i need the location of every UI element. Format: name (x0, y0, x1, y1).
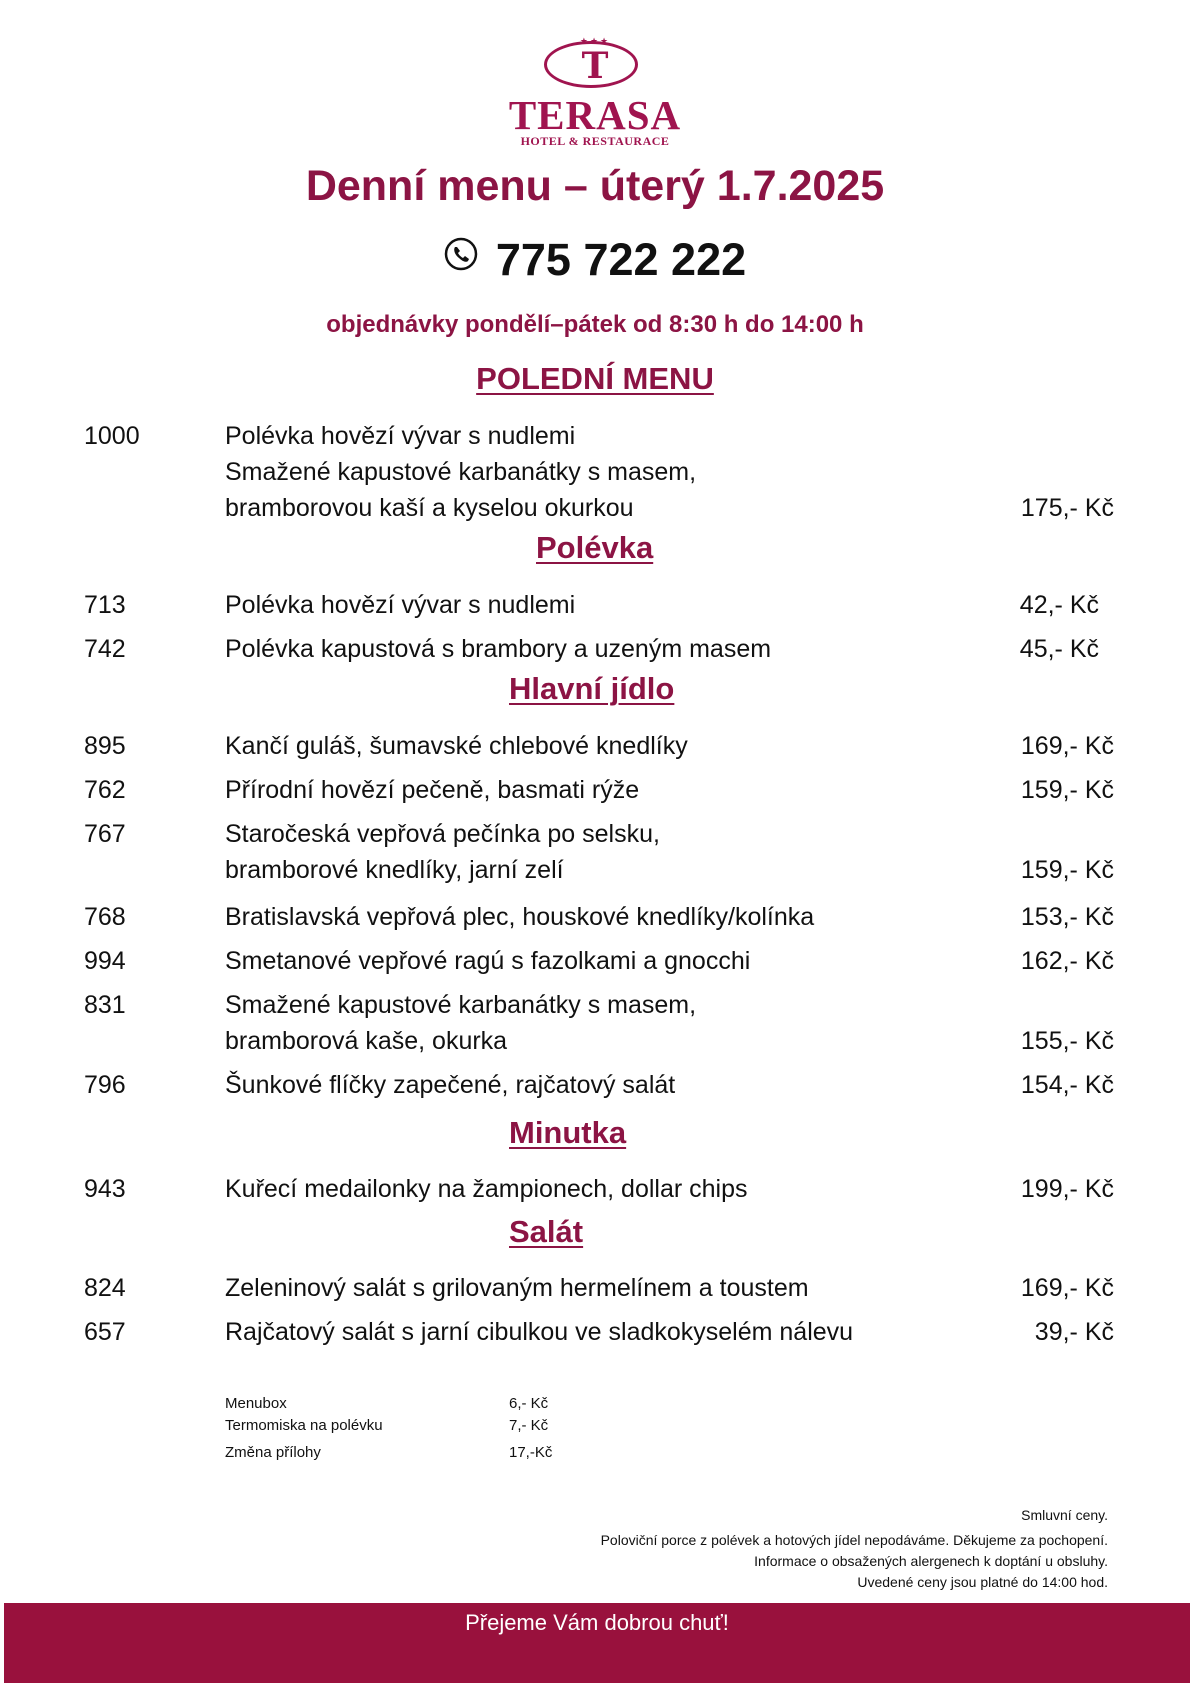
note-contract-prices: Smluvní ceny. (1021, 1507, 1108, 1523)
heading-main: Hlavní jídlo (509, 671, 675, 706)
extra-item (225, 1393, 625, 1415)
phone-icon (444, 237, 478, 271)
menu-item (84, 728, 1114, 764)
page-title: Denní menu – úterý 1.7.2025 (305, 162, 885, 210)
menu-item (84, 943, 1114, 979)
extra-label: Menubox (225, 1395, 287, 1412)
terasa-logo (495, 36, 695, 148)
notes (601, 1505, 1108, 1593)
phone-line (0, 233, 1190, 287)
menu-item (84, 418, 1114, 526)
item-name: Bratislavská vepřová plec, houskové knedlíky/kolínka (225, 903, 815, 931)
extra-label: Změna přílohy (225, 1444, 321, 1461)
extra-item (225, 1415, 625, 1437)
menu-item (84, 1171, 1114, 1207)
item-price: 199,- Kč (1020, 1175, 1114, 1203)
item-name: Polévka kapustová s brambory a uzeným masem (225, 635, 772, 663)
logo-name: TERASA (508, 92, 682, 138)
item-code: 824 (84, 1274, 126, 1302)
menu-item (84, 816, 1114, 888)
item-name: Staročeská vepřová pečínka po selsku, bramborové knedlíky, jarní zelí (225, 820, 660, 884)
item-price: 162,- Kč (1020, 947, 1114, 975)
item-code: 762 (84, 776, 126, 804)
extra-label: Termomiska na polévku (225, 1417, 383, 1434)
item-code: 713 (84, 591, 126, 619)
item-price: 159,- Kč (1020, 856, 1114, 884)
item-code: 796 (84, 1071, 126, 1099)
item-name: Kančí guláš, šumavské chlebové knedlíky (225, 732, 688, 760)
item-name: Přírodní hovězí pečeně, basmati rýže (225, 776, 640, 804)
item-price: 154,- Kč (1020, 1071, 1114, 1099)
item-name: Zeleninový salát s grilovaným hermelínem a toustem (225, 1274, 809, 1302)
item-name: Polévka hovězí vývar s nudlemi Smažené kapustové karbanátky s masem, bramborovou kaší a kyselou okurkou (225, 422, 697, 522)
extra-price: 7,- Kč (509, 1417, 549, 1434)
item-price: 175,- Kč (1020, 494, 1114, 522)
extra-item (225, 1442, 625, 1464)
note-allergens: Informace o obsažených alergenech k doptání u obsluhy. (754, 1553, 1108, 1569)
item-code: 1000 (84, 422, 140, 450)
menu-item (84, 899, 1114, 935)
item-name: Smažené kapustové karbanátky s masem, bramborová kaše, okurka (225, 991, 697, 1055)
item-code: 657 (84, 1318, 126, 1346)
item-code: 994 (84, 947, 126, 975)
extra-price: 17,-Kč (509, 1444, 553, 1461)
item-price: 45,- Kč (1019, 635, 1099, 663)
item-code: 767 (84, 820, 126, 848)
footer-greeting: Přejeme Vám dobrou chuť! (465, 1610, 729, 1635)
item-name: Polévka hovězí vývar s nudlemi (225, 591, 576, 619)
item-price: 169,- Kč (1020, 732, 1114, 760)
order-hours: objednávky pondělí–pátek od 8:30 h do 14:00 h (326, 311, 864, 338)
menu-item (84, 772, 1114, 808)
heading-salad: Salát (509, 1214, 584, 1249)
heading-soup: Polévka (536, 530, 654, 565)
item-code: 895 (84, 732, 126, 760)
item-code: 742 (84, 635, 126, 663)
item-code: 768 (84, 903, 126, 931)
logo-letter: T (581, 45, 609, 87)
item-price: 153,- Kč (1020, 903, 1114, 931)
item-price: 155,- Kč (1020, 1027, 1114, 1055)
item-name: Šunkové flíčky zapečené, rajčatový salát (225, 1071, 676, 1099)
heading-lunch-menu: POLEDNÍ MENU (476, 361, 714, 396)
extra-price: 6,- Kč (509, 1395, 549, 1412)
menu-item (84, 1314, 1114, 1350)
note-price-validity: Uvedené ceny jsou platné do 14:00 hod. (857, 1574, 1108, 1590)
item-price: 39,- Kč (1034, 1318, 1114, 1346)
item-name: Rajčatový salát s jarní cibulkou ve sladkokyselém nálevu (225, 1318, 854, 1346)
item-price: 169,- Kč (1020, 1274, 1114, 1302)
menu-item (84, 1270, 1114, 1306)
menu-item (84, 587, 1114, 623)
logo-subtitle: HOTEL & RESTAURACE (520, 134, 670, 148)
menu-item (84, 1067, 1114, 1103)
menu-item (84, 987, 1114, 1059)
item-name: Kuřecí medailonky na žampionech, dollar chips (225, 1175, 748, 1203)
item-code: 943 (84, 1175, 126, 1203)
item-name: Smetanové vepřové ragú s fazolkami a gnocchi (225, 947, 751, 975)
heading-minutka: Minutka (509, 1115, 627, 1150)
item-code: 831 (84, 991, 126, 1019)
footer-band (4, 1603, 1190, 1683)
item-price: 159,- Kč (1020, 776, 1114, 804)
logo-stars: ★★★ (579, 36, 611, 46)
menu-item (84, 631, 1114, 667)
phone-number: 775 722 222 (495, 234, 747, 285)
item-price: 42,- Kč (1019, 591, 1099, 619)
note-half-portions: Poloviční porce z polévek a hotových jídel nepodáváme. Děkujeme za pochopení. (600, 1532, 1108, 1548)
